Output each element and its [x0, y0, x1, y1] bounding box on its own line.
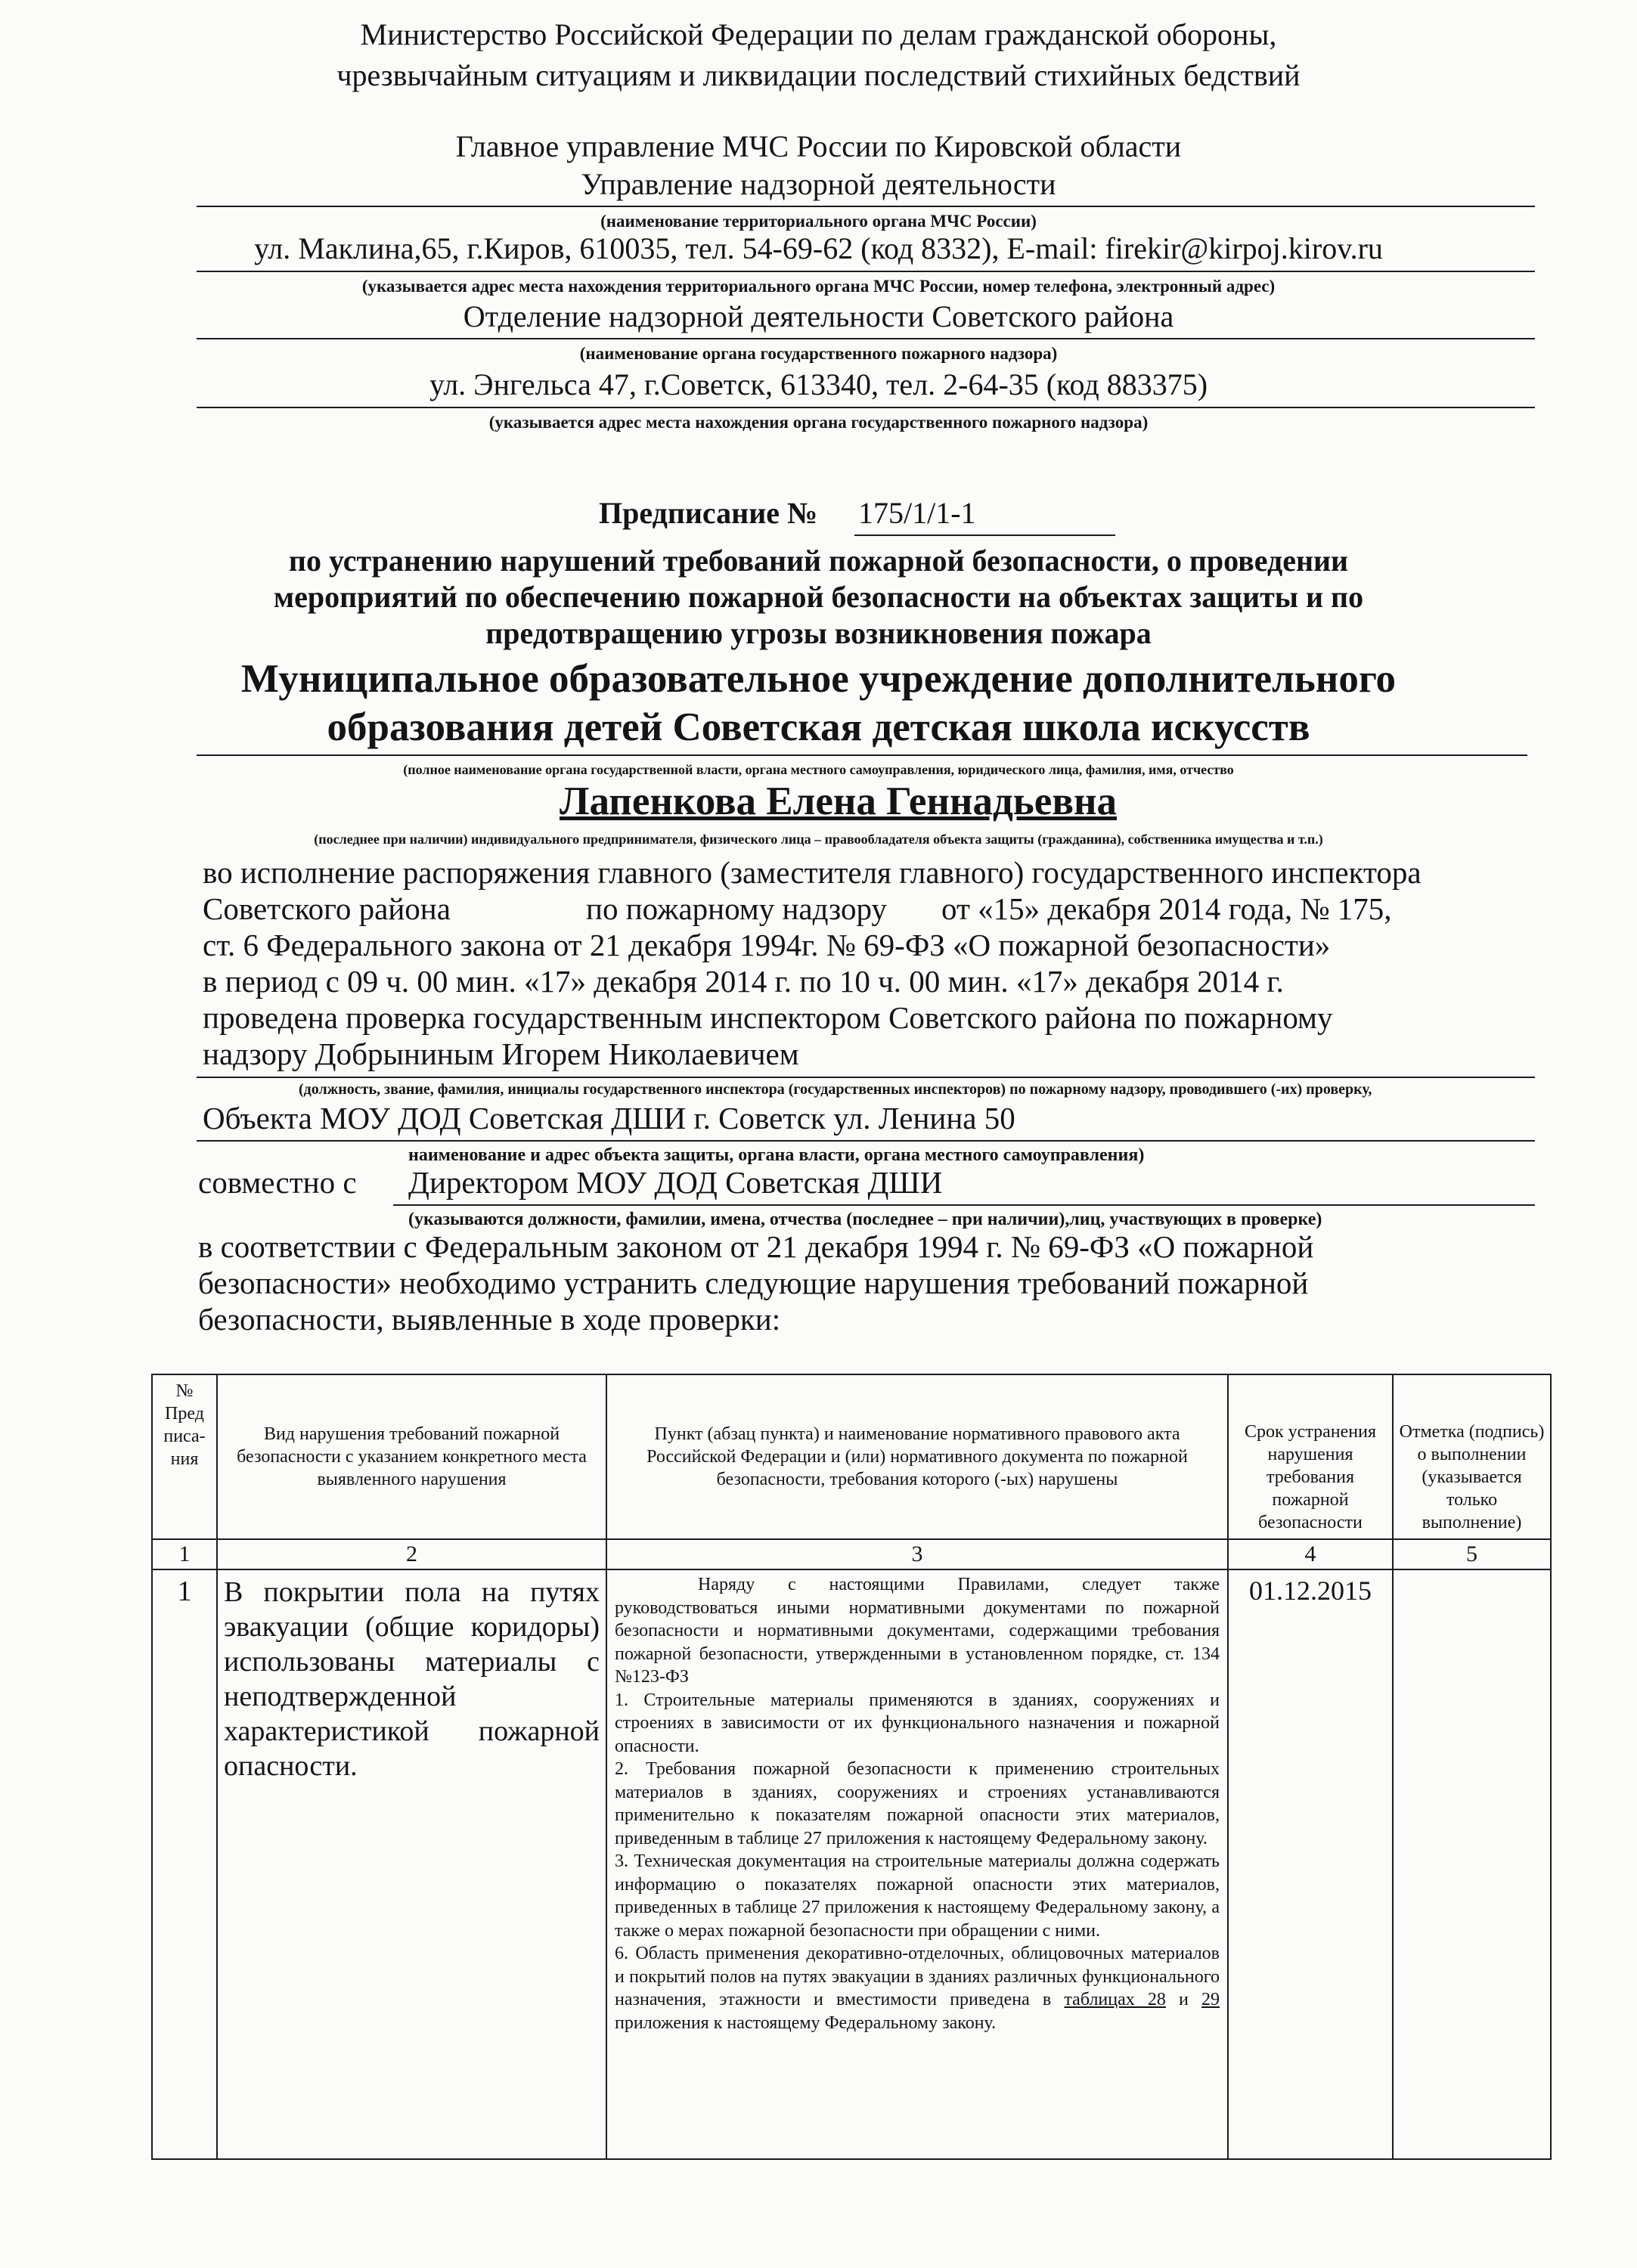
- inspector-rule: [197, 1077, 1535, 1078]
- body-line-6: надзору Добрыниным Игорем Николаевичем: [203, 1036, 799, 1071]
- order-number-rule: [854, 534, 1115, 536]
- division-address: ул. Энгельса 47, г.Советск, 613340, тел. 2-64-35 (код 883375): [429, 367, 1208, 401]
- norm-paragraph-6-text: 6. Область применения декоративно-отделочных, облицовочных материалов и покрытий полов на путях эвакуации в зданиях различных функционального назначения, этажности и вместимости приведена в: [615, 1944, 1220, 2009]
- department-rule: [197, 206, 1535, 207]
- territorial-address: ул. Маклина,65, г.Киров, 610035, тел. 54-69-62 (код 8332), E-mail: firekir@kirpoj.kirov.ru: [254, 231, 1383, 265]
- address-rule: [197, 271, 1535, 272]
- body-line-2b: по пожарному надзору: [586, 891, 887, 926]
- order-subtitle-2: мероприятий по обеспечению пожарной безопасности на объектах защиты и по: [273, 580, 1364, 614]
- inspected-object: Объекта МОУ ДОД Советская ДШИ г. Советск ул. Ленина 50: [203, 1101, 1015, 1136]
- organization-caption: (полное наименование органа государственной власти, органа местного самоуправления, юридического лица, фамилия, имя, отчество: [403, 762, 1234, 777]
- department-name: Управление надзорной деятельности: [581, 167, 1056, 201]
- table-header-row: [152, 1374, 1551, 1539]
- ministry-line-2: чрезвычайным ситуациям и ликвидации последствий стихийных бедствий: [336, 58, 1301, 92]
- table-column-numbers-row: [152, 1539, 1551, 1569]
- main-directorate: Главное управление МЧС России по Кировской области: [455, 129, 1182, 163]
- order-number: 175/1/1-1: [858, 496, 976, 530]
- body-line-2a: Советского района: [203, 891, 451, 926]
- person-caption: (последнее при наличии) индивидуального предпринимателя, физического лица – правообладателя объекта защиты (гражданина), собственника имущества и т.п.): [314, 832, 1323, 847]
- norm-paragraph-2: 2. Требования пожарной безопасности к применению строительных материалов в зданиях, сооружениях и строениях устанавливаются применительно к показателям пожарной опасности этих материалов, приведенным в таблице 27 приложения к настоящему Федеральному закону.: [615, 1759, 1220, 1848]
- conclusion-line-1: в соответствии с Федеральным законом от 21 декабря 1994 г. № 69-ФЗ «О пожарной: [198, 1229, 1314, 1264]
- order-subtitle-1: по устранению нарушений требований пожарной безопасности, о проведении: [288, 544, 1349, 578]
- organization-rule: [197, 754, 1527, 756]
- inspector-caption: (должность, звание, фамилия, инициалы государственного инспектора (государственных инспекторов) по пожарному надзору, проводившего (-их) проверку,: [299, 1081, 1372, 1098]
- deadline-date: 01.12.2015: [1228, 1569, 1393, 2159]
- header-norm: Пункт (абзац пункта) и наименование нормативного правового акта Российской Федерации и (или) нормативного документа по пожарной безопасности, требования которого (-ых) нарушены: [606, 1374, 1228, 1539]
- division-address-rule: [197, 407, 1535, 408]
- norm-paragraph-6: [615, 1942, 1220, 2034]
- header-violation: Вид нарушения требований пожарной безопасности с указанием конкретного места выявленного нарушения: [217, 1374, 606, 1539]
- row-number: 1: [152, 1569, 217, 2159]
- conclusion-line-3: безопасности, выявленные в ходе проверки:: [198, 1302, 781, 1337]
- body-line-2c: от «15» декабря 2014 года, № 175,: [941, 891, 1392, 926]
- participants-caption: (указываются должности, фамилии, имена, отчества (последнее – при наличии),лиц, участвующих в проверке): [408, 1210, 1322, 1229]
- jointly-value: Директором МОУ ДОД Советская ДШИ: [408, 1165, 943, 1200]
- body-line-5: проведена проверка государственным инспектором Советского района по пожарному: [203, 1000, 1333, 1035]
- participants-rule: [393, 1204, 1535, 1206]
- norm-paragraph-6-end: приложения к настоящему Федеральному закону.: [615, 2012, 997, 2033]
- address-caption: (указывается адрес места нахождения территориального органа МЧС России, номер телефона, электронный адрес): [361, 277, 1276, 296]
- division-address-caption: (указывается адрес места нахождения органа государственного пожарного надзора): [488, 413, 1149, 432]
- column-number: 2: [217, 1539, 606, 1569]
- norm-paragraph-1: 1. Строительные материалы применяются в зданиях, сооружениях и строениях в зависимости от их функционального назначения и пожарной опасности.: [615, 1690, 1220, 1756]
- department-caption: (наименование территориального органа МЧС России): [600, 212, 1037, 231]
- body-line-4: в период с 09 ч. 00 мин. «17» декабря 2014 г. по 10 ч. 00 мин. «17» декабря 2014 г.: [203, 964, 1284, 999]
- conclusion-line-2: безопасности» необходимо устранить следующие нарушения требований пожарной: [198, 1266, 1309, 1300]
- header-order-number: № Пред писа-ния: [152, 1374, 217, 1539]
- header-mark: Отметка (подпись) о выполнении (указывается только выполнение): [1393, 1374, 1551, 1539]
- organization-name-1: Муниципальное образовательное учреждение дополнительного: [240, 657, 1397, 701]
- division-name: Отделение надзорной деятельности Советского района: [463, 299, 1174, 333]
- column-number: 3: [606, 1539, 1228, 1569]
- violation-description: В покрытии пола на путях эвакуации (общие коридоры) использованы материалы с неподтвержденной характеристикой пожарной опасности.: [217, 1569, 606, 2159]
- ministry-line-1: Министерство Российской Федерации по делам гражданской обороны,: [360, 17, 1277, 51]
- table-29-link[interactable]: 29: [1201, 1990, 1220, 2009]
- division-rule: [197, 338, 1535, 339]
- norm-reference: [606, 1569, 1228, 2159]
- norm-paragraph-3: 3. Техническая документация на строительные материалы должна содержать информацию о показателях пожарной опасности этих материалов, приведенных в таблице 27 приложения к настоящему Федеральному закону, а также о мерах пожарной безопасности при обращении с ними.: [615, 1851, 1220, 1941]
- jointly-label: совместно с: [198, 1165, 357, 1200]
- division-caption: (наименование органа государственного пожарного надзора): [579, 344, 1058, 363]
- violations-table: [151, 1374, 1552, 2160]
- object-rule: [197, 1140, 1535, 1142]
- norm-intro: Наряду с настоящими Правилами, следует также руководствоваться иными нормативными документами по пожарной безопасности и нормативными документами, содержащими требования пожарной безопасности, утвержденными в установленном порядке, ст. 134 №123-ФЗ: [615, 1575, 1220, 1687]
- responsible-person: Лапенкова Елена Геннадьевна: [560, 779, 1117, 823]
- body-line-3: ст. 6 Федерального закона от 21 декабря 1994г. № 69-ФЗ «О пожарной безопасности»: [203, 928, 1331, 962]
- column-number: 4: [1228, 1539, 1393, 1569]
- column-number: 5: [1393, 1539, 1551, 1569]
- table-row: [152, 1569, 1551, 2159]
- norm-paragraph-6-and: и: [1179, 1990, 1189, 2009]
- organization-name-2: образования детей Советская детская школа искусств: [327, 705, 1310, 749]
- header-deadline: Срок устранения нарушения требования пожарной безопасности: [1228, 1374, 1393, 1539]
- table-28-link[interactable]: таблицах 28: [1064, 1990, 1166, 2009]
- completion-mark: [1393, 1569, 1551, 2159]
- object-caption: наименование и адрес объекта защиты, органа власти, органа местного самоуправления): [408, 1145, 1145, 1165]
- order-label: Предписание №: [599, 496, 818, 530]
- body-line-1: во исполнение распоряжения главного (заместителя главного) государственного инспектора: [203, 855, 1422, 890]
- order-subtitle-3: предотвращению угрозы возникновения пожара: [485, 616, 1152, 650]
- column-number: 1: [152, 1539, 217, 1569]
